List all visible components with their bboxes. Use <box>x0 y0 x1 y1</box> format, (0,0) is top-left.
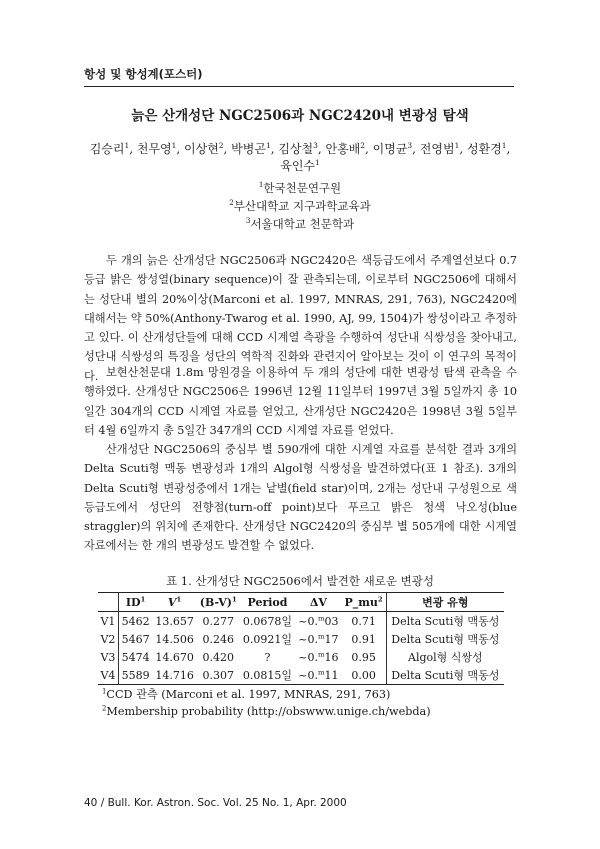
table-header-cell: Period <box>247 595 288 609</box>
table-cell: 0.95 <box>351 650 376 664</box>
table-cell: V4 <box>100 668 116 682</box>
author-affiliation-mark: 1 <box>454 141 460 150</box>
table-cell: Delta Scuti형 맥동성 <box>386 612 504 631</box>
table-note-2: $^2$Membership probability (http://obswww.unige.ch/webda) <box>102 704 431 718</box>
table-header-cell: $V^1$ <box>167 594 182 609</box>
table-cell: 0.00 <box>351 668 376 682</box>
author-name: 천무영 <box>136 142 172 156</box>
author-affiliation-mark: 1 <box>171 141 177 150</box>
author-list: 김승리$^1$, 천무영$^1$, 이상현$^2$, 박병곤$^1$, 김상철$^3$, 안홍배$^2$, 이명균$^3$, 전영범$^1$, 성환경$^1$, 육인수$^1$ <box>89 141 511 173</box>
abstract-paragraph-3: 산개성단 NGC2506의 중심부 별 590개에 대한 시계열 자료를 분석한 결과 3개의 Delta Scuti형 맥동 변광성과 1개의 Algol형 식쌍성을 발견하였다(표 1 참조). 3개의 Delta Scuti형 변광성중에서 1개는 낱별(field star)이며, 2개는 성단내 구성원으로 색등급도에서 성단의 전향점(turn-off point)보다 푸르고 밝은 청색 낙오성(blue straggler)의 위치에 존재한다. 산개성단 NGC2420의 중심부 별 505개에 대한 시계열 자료에서는 한 개의 변광성도 발견할 수 없었다. <box>84 443 517 553</box>
author-name: 김승리 <box>89 142 125 156</box>
table-cell: 0.307 <box>202 668 234 682</box>
table-cell: 0.91 <box>351 632 376 646</box>
affiliation-1: $^1$한국천문연구원 <box>258 180 342 195</box>
variable-star-table <box>98 592 504 685</box>
table-cell: ~0.$^m$03 <box>298 613 339 628</box>
table-cell: 14.670 <box>155 650 194 664</box>
abstract-paragraph-2: 보현산천문대 1.8m 망원경을 이용하여 두 개의 성단에 대한 변광성 탐색 관측을 수행하였다. 산개성단 NGC2506은 1996년 12월 11일부터 1997년 3월 5일까지 총 10일간 304개의 CCD 시계열 자료를 얻었고, 산개성단 NGC2420은 1998년 3월 5일부터 4월 6일까지 총 5일간 347개의 CCD 시계열 자료를 얻었다. <box>84 366 517 437</box>
author-affiliation-mark: 3 <box>313 141 318 150</box>
table-header-cell: ΔV <box>309 595 327 609</box>
table-cell: 0.0815일 <box>242 669 293 682</box>
table-header-cell <box>98 593 118 612</box>
table-header-cell: 변광 유형 <box>386 593 504 612</box>
author-name: 육인수 <box>280 159 316 173</box>
table-cell: ~0.$^m$17 <box>298 631 339 646</box>
table-caption: 표 1. 산개성단 NGC2506에서 발견한 새로운 변광성 <box>166 574 434 588</box>
table-note-1: $^1$CCD 관측 (Marconi et al. 1997, MNRAS, 291, 763) <box>102 687 391 701</box>
table-cell: ~0.$^m$16 <box>298 649 339 664</box>
table-header-cell: $ID^1$ <box>118 593 152 612</box>
author-affiliation-mark: 2 <box>218 141 224 150</box>
table-cell: 0.0678일 <box>242 615 293 628</box>
table-cell: V2 <box>100 632 116 646</box>
table-cell: 14.506 <box>155 632 194 646</box>
paper-title: 늙은 산개성단 NGC2506과 NGC2420내 변광성 탐색 <box>131 108 469 124</box>
table-cell: 13.657 <box>155 614 194 628</box>
author-name: 김상철 <box>278 142 314 156</box>
author-name: 전영범 <box>419 142 455 156</box>
table-cell: Delta Scuti형 맥동성 <box>386 630 504 648</box>
table-header-row <box>98 593 504 612</box>
table-cell: 5462 <box>118 612 152 631</box>
table-cell: 0.420 <box>202 650 234 664</box>
header-rule <box>84 86 514 87</box>
table-cell: V1 <box>100 614 116 628</box>
table-row <box>98 612 504 631</box>
page-footer: 40 / Bull. Kor. Astron. Soc. Vol. 25 No. 1, Apr. 2000 <box>84 797 347 809</box>
table-cell: ~0.$^m$11 <box>298 667 339 682</box>
author-affiliation-mark: 1 <box>124 141 130 150</box>
table-cell: 5474 <box>118 648 152 666</box>
table-cell: ? <box>264 650 271 664</box>
author-name: 성환경 <box>466 142 502 156</box>
author-name: 안홍배 <box>325 142 361 156</box>
table-cell: 0.0921일 <box>242 633 293 646</box>
table-cell: Algol형 식쌍성 <box>386 648 504 666</box>
table-cell: 0.246 <box>202 632 234 646</box>
table-row <box>98 648 504 666</box>
table-cell: 14.716 <box>155 668 194 682</box>
table-cell: 0.277 <box>202 614 234 628</box>
author-affiliation-mark: 1 <box>265 141 271 150</box>
table-cell: 5467 <box>118 630 152 648</box>
affiliation-3: $^3$서울대학교 천문학과 <box>245 216 355 231</box>
author-affiliation-mark: 2 <box>360 141 365 150</box>
author-affiliation-mark: 3 <box>407 141 413 150</box>
table-header-cell: $P\_mu^2$ <box>344 594 383 609</box>
table-header-cell: $(B-V)^1$ <box>199 594 237 609</box>
section-header: 항성 및 항성계(포스터) <box>84 67 203 81</box>
affiliation-2: $^2$부산대학교 지구과학교육과 <box>229 198 371 213</box>
abstract-paragraph-1: 두 개의 늙은 산개성단 NGC2506과 NGC2420은 색등급도에서 주계열선보다 0.7등급 밝은 쌍성열(binary sequence)이 잘 관측되는데, 이로부터 NGC2506에 대해서는 성단내 별의 20%이상(Marconi et al. 1997, MNRAS, 291, 763), NGC2420에 대해서는 약 50%(Anthony-Twarog et al. 1990, AJ, 99, 1504)가 쌍성이라고 추정하고 있다. 이 산개성단들에 대해 CCD 시계열 측광을 수행하여 성단내 식쌍성을 찾아내고, 성단내 식쌍성의 특징을 성단의 역학적 진화와 관련지어 알아보는 것이 이 연구의 목적이다. <box>84 254 517 383</box>
table-cell: V3 <box>100 650 116 664</box>
table-row <box>98 630 504 648</box>
table-cell: 5589 <box>118 666 152 685</box>
table-cell: Delta Scuti형 맥동성 <box>386 666 504 685</box>
author-name: 이명균 <box>372 142 408 156</box>
author-name: 박병곤 <box>231 142 266 156</box>
table-cell: 0.71 <box>351 614 376 628</box>
table-row <box>98 666 504 685</box>
author-name: 이상현 <box>184 142 219 156</box>
author-affiliation-mark: 1 <box>501 141 507 150</box>
author-affiliation-mark: 1 <box>315 158 320 167</box>
